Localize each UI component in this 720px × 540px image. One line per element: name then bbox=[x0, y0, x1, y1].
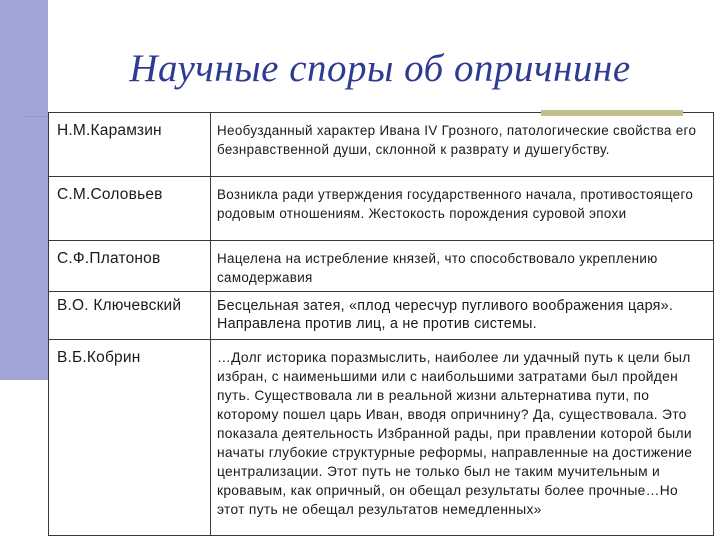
table-row bbox=[49, 113, 714, 177]
table-row bbox=[49, 340, 714, 536]
decorative-accent-bar bbox=[541, 110, 683, 116]
opinion-cell: …Долг историка поразмыслить, наиболее ли удачный путь к цели был избран, с наименьшими или с наибольшими затратами был пройден путь. Существовала ли в реальной жизни альтернатива пути, по которому пошел царь Иван, вводя опричнину? Да, существовала. Это показала деятельность Избранной рады, при правлении которой были начаты глубокие структурные реформы, направленные на достижение централизации. Этот путь не только был не таким мучительным и кровавым, как опричный, он обещал результаты более прочные…Но этот путь не обещал результатов немедленных» bbox=[211, 340, 714, 536]
opinion-cell: Необузданный характер Ивана IV Грозного, патологические свойства его безнравственной души, склонной к разврату и душегубству. bbox=[211, 113, 714, 177]
author-cell: С.М.Соловьев bbox=[49, 177, 211, 241]
slide-title: Научные споры об опричнине bbox=[129, 47, 631, 90]
opinion-cell: Бесцельная затея, «плод чересчур пугливого воображения царя». Направлена против лиц, а не против системы. bbox=[211, 292, 714, 340]
author-cell: В.Б.Кобрин bbox=[49, 340, 211, 536]
table-row bbox=[49, 241, 714, 292]
author-cell: С.Ф.Платонов bbox=[49, 241, 211, 292]
author-cell: Н.М.Карамзин bbox=[49, 113, 211, 177]
table-row bbox=[49, 292, 714, 340]
historians-table-container bbox=[48, 112, 714, 536]
opinion-cell: Возникла ради утверждения государственного начала, противостоящего родовым отношениям. Жестокость порождения суровой эпохи bbox=[211, 177, 714, 241]
author-cell: В.О. Ключевский bbox=[49, 292, 211, 340]
table-row bbox=[49, 177, 714, 241]
opinion-cell: Нацелена на истребление князей, что способствовало укреплению самодержавия bbox=[211, 241, 714, 292]
historians-table bbox=[48, 112, 714, 536]
